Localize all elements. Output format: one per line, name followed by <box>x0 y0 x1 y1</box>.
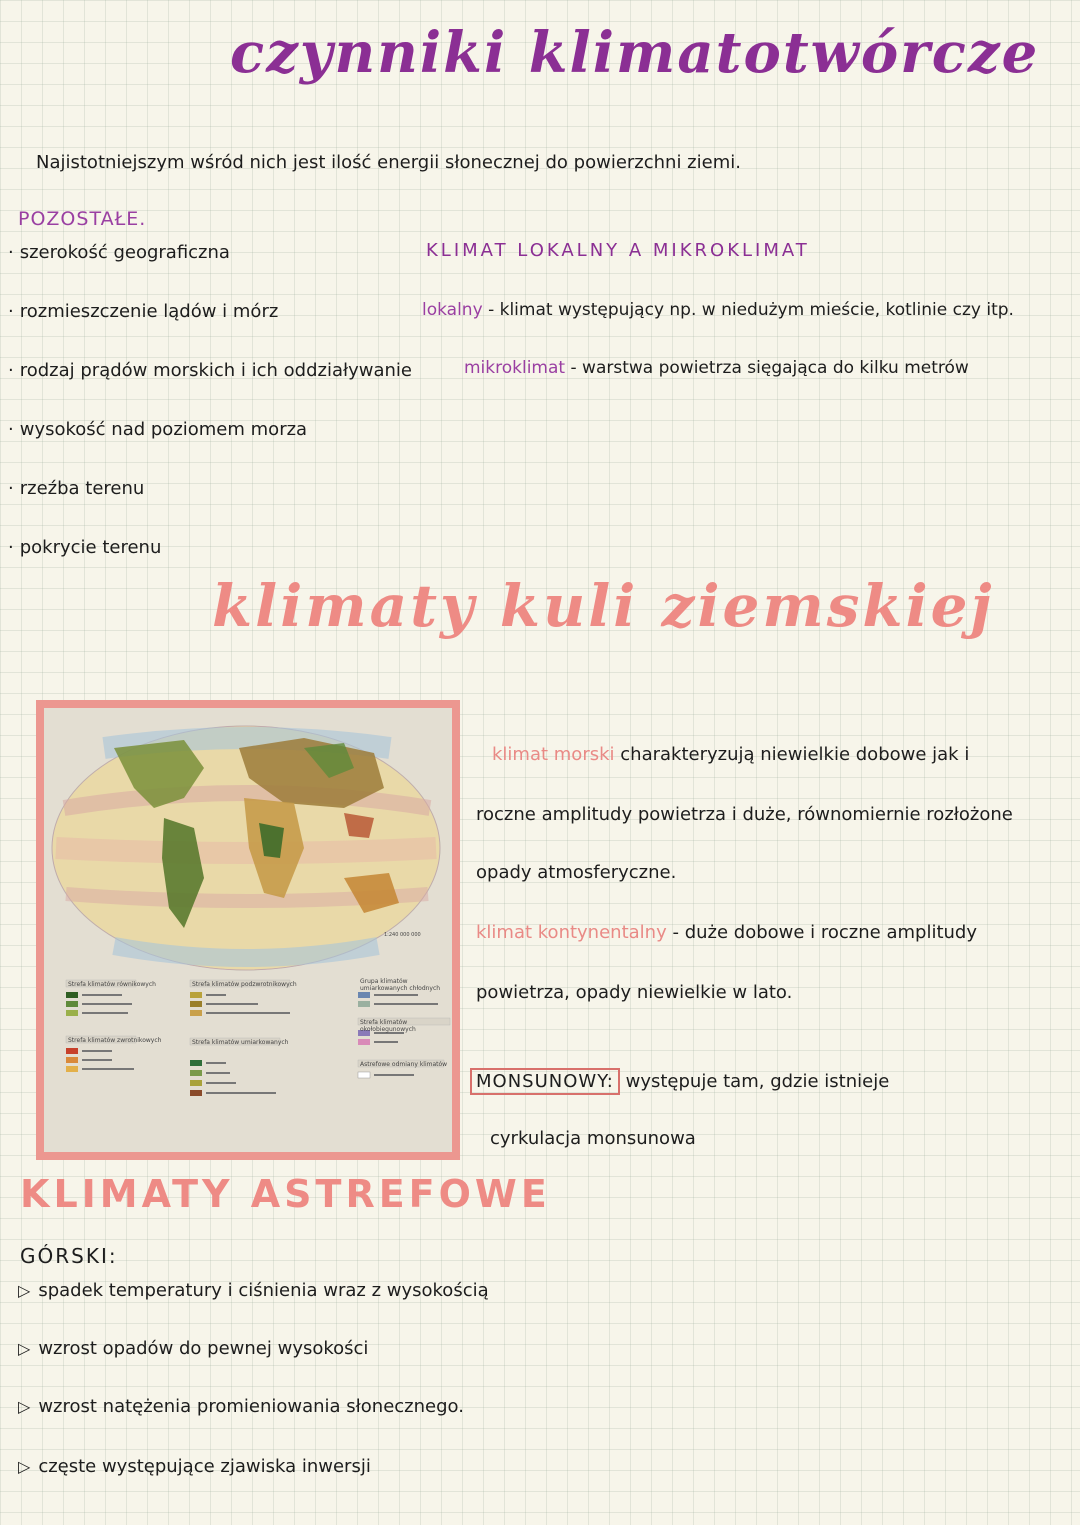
section-title-climates: klimaty kuli ziemskiej <box>212 572 995 640</box>
monsuny-term: MONSUNOWY: <box>470 1068 620 1095</box>
list-item <box>18 1456 371 1477</box>
mikroklimat-definition: mikroklimat - warstwa powietrza sięgająca do kilku metrów <box>464 358 969 378</box>
monsuny-text-1: występuje tam, gdzie istnieje <box>625 1071 890 1092</box>
lokalny-term: lokalny <box>422 300 483 320</box>
triangle-bullet-icon: ▷ <box>18 1281 31 1300</box>
mikro-term: mikroklimat <box>464 358 566 378</box>
legend-group-title: Strefa klimatów umiarkowanych <box>192 1039 289 1046</box>
legend-group-title: Grupa klimatów umiarkowanych chłodnych <box>360 978 441 992</box>
factors-list <box>8 238 412 592</box>
legend-group-title: Strefa klimatów okołobiegunowych <box>360 1019 416 1033</box>
bullet-text: spadek temperatury i ciśnienia wraz z wysokością <box>38 1280 489 1301</box>
list-item <box>18 1396 464 1417</box>
monsuny-line-1 <box>470 1068 889 1095</box>
kont-line-1: klimat kontynentalny - duże dobowe i roczne amplitudy <box>476 922 977 943</box>
kont-text-1: duże dobowe i roczne amplitudy <box>684 922 977 943</box>
factors-heading: POZOSTAŁE. <box>18 208 147 230</box>
page-title: czynniki klimatotwórcze <box>230 20 1040 86</box>
list-item <box>18 1338 368 1359</box>
triangle-bullet-icon: ▷ <box>18 1397 31 1416</box>
intro-text: Najistotniejszym wśród nich jest ilość energii słonecznej do powierzchni ziemi. <box>36 152 741 173</box>
world-map-graphic <box>44 708 452 1152</box>
triangle-bullet-icon: ▷ <box>18 1339 31 1358</box>
monsuny-line-2: cyrkulacja monsunowa <box>490 1128 696 1149</box>
kont-line-2: powietrza, opady niewielkie w lato. <box>476 982 793 1003</box>
list-item: · rzeźba terenu <box>8 474 412 533</box>
list-item: · rozmieszczenie lądów i mórz <box>8 297 412 356</box>
bullet-text: częste występujące zjawiska inwersji <box>38 1456 371 1477</box>
morski-text-1: charakteryzują niewielkie dobowe jak i <box>620 744 970 765</box>
legend-group-title: Strefa klimatów podzwrotnikowych <box>192 981 297 988</box>
legend-group-title: Strefa klimatów zwrotnikowych <box>68 1037 162 1044</box>
legend-group-title: Astrefowe odmiany klimatów <box>360 1061 448 1068</box>
bullet-text: wzrost natężenia promieniowania słonecznego. <box>38 1396 464 1417</box>
mikro-def: warstwa powietrza sięgająca do kilku metrów <box>582 358 969 378</box>
morski-line-1 <box>492 744 969 765</box>
section-title-astrefowe: KLIMATY ASTREFOWE <box>20 1172 551 1216</box>
morski-line-2: roczne amplitudy powietrza i duże, równomiernie rozłożone <box>476 804 1013 825</box>
local-climate-heading: KLIMAT LOKALNY A MIKROKLIMAT <box>426 240 810 261</box>
lokalny-def: klimat występujący np. w niedużym mieście, kotlinie czy itp. <box>499 300 1014 320</box>
list-item: · pokrycie terenu <box>8 533 412 592</box>
legend-group-title: Strefa klimatów równikowych <box>68 981 156 988</box>
morski-line-3: opady atmosferyczne. <box>476 862 677 883</box>
bullet-text: wzrost opadów do pewnej wysokości <box>38 1338 369 1359</box>
kont-term: klimat kontynentalny <box>476 922 667 943</box>
climate-map <box>44 708 452 1152</box>
list-item: · szerokość geograficzna <box>8 238 412 297</box>
list-item: · wysokość nad poziomem morza <box>8 415 412 474</box>
triangle-bullet-icon: ▷ <box>18 1457 31 1476</box>
morski-term: klimat morski <box>492 744 615 765</box>
list-item <box>18 1280 489 1301</box>
list-item: · rodzaj prądów morskich i ich oddziaływanie <box>8 356 412 415</box>
lokalny-definition: lokalny - klimat występujący np. w niedużym mieście, kotlinie czy itp. <box>422 300 1014 320</box>
map-scale: 1:240 000 000 <box>384 932 421 938</box>
climate-map-photo <box>36 700 460 1160</box>
gorski-label: GÓRSKI: <box>20 1244 118 1268</box>
